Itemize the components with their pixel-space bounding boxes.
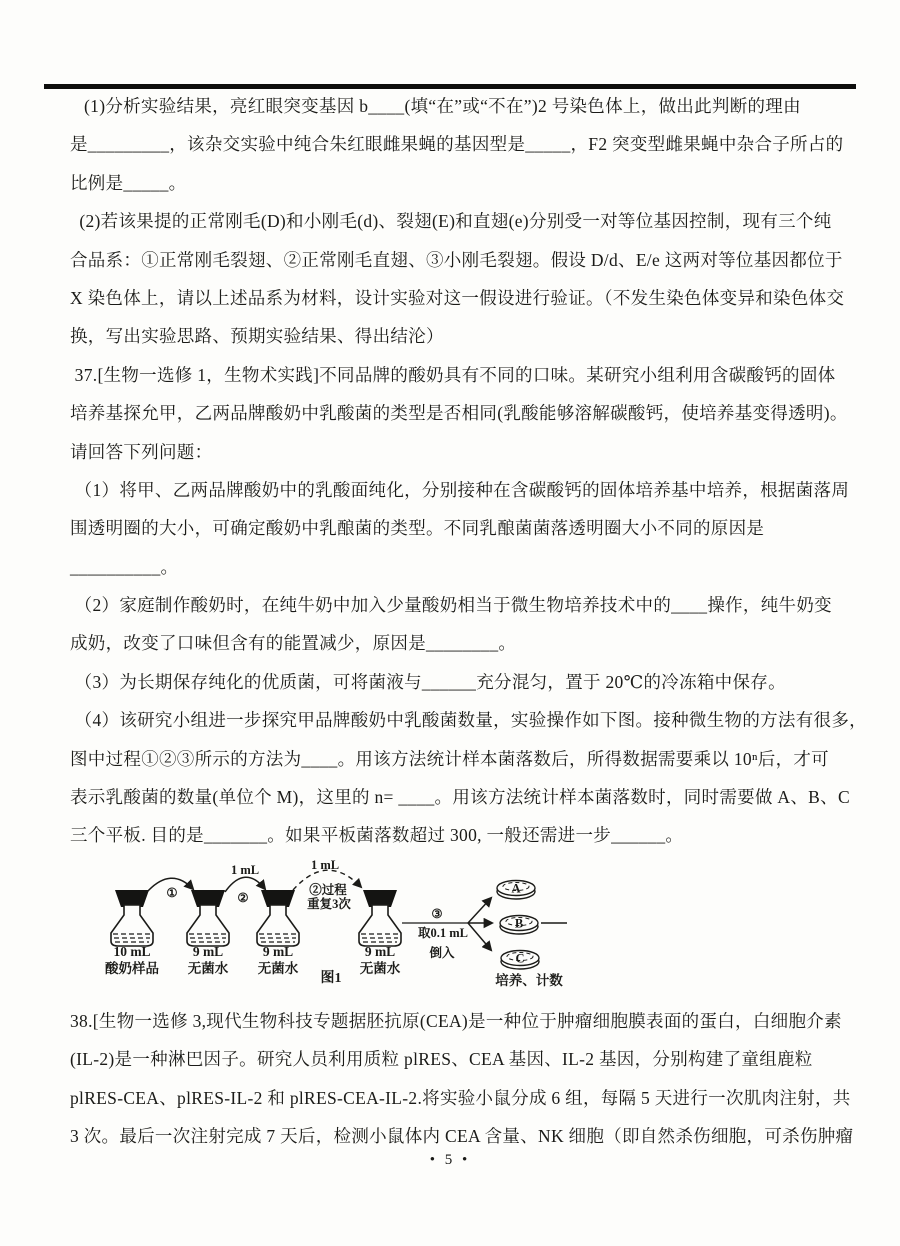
figure-caption: 图1 bbox=[320, 971, 342, 986]
text-line: 3 次。最后一次注射完成 7 天后，检测小鼠体内 CEA 含量、NK 细胞（即自然杀伤细胞，可杀伤肿瘤 bbox=[70, 1126, 854, 1147]
fan-arrow-a bbox=[468, 898, 491, 923]
text-line: 三个平板. 目的是_______。如果平板菌落数超过 300, 一般还需进一步______。 bbox=[70, 825, 684, 846]
text-line: (2)若该果提的正常刚毛(D)和小刚毛(d)、裂翅(E)和直翅(e)分别受一对等位基因控制，现有三个纯 bbox=[70, 211, 832, 232]
step2-circled-number: ② bbox=[237, 891, 249, 905]
flask-dilution-1 bbox=[187, 890, 229, 946]
text-line: X 染色体上，请以上述品系为材料，设计实验对这一假设进行验证。（不发生染色体变异和染色体交 bbox=[70, 287, 845, 308]
flask3-label: 无菌水 bbox=[257, 961, 299, 976]
text-line: 围透明圈的大小，可确定酸奶中乳酿菌的类型。不同乳酿菌菌落透明圈大小不同的原因是 bbox=[70, 518, 765, 539]
plate-b-letter: B bbox=[514, 916, 524, 931]
text-line: 合品系：①正常刚毛裂翅、②正常刚毛直翅、③小刚毛裂翅。假设 D/d、E/e 这两对等位基因都位于 bbox=[70, 249, 843, 270]
text-line: 是_________，该杂交实验中纯合朱红眼雌果蝇的基因型是_____，F2 突变型雌果蝇中杂合子所占的 bbox=[70, 134, 844, 155]
petri-dish-c bbox=[501, 951, 539, 970]
petri-dish-b bbox=[500, 916, 538, 935]
text-line: 38.[生物一选修 3,现代生物科技专题据胚抗原(CEA)是一种位于肿瘤细胞膜表面的蛋白，白细胞介素 bbox=[70, 1011, 842, 1031]
dilution-plating-figure bbox=[85, 852, 605, 992]
page-number: • 5 • bbox=[429, 1152, 471, 1168]
take-volume-label: 取0.1 mL bbox=[417, 926, 469, 940]
text-line: （2）家庭制作酸奶时，在纯牛奶中加入少量酸奶相当于微生物培养技术中的____操作，纯牛奶变 bbox=[70, 595, 832, 616]
text-line: 表示乳酸菌的数量(单位个 M)，这里的 n= ____。用该方法统计样本菌落数时，同时需要做 A、B、C bbox=[70, 787, 850, 808]
flask4-label: 无菌水 bbox=[359, 961, 401, 976]
flask3-volume: 9 mL bbox=[262, 944, 294, 959]
text-block-questions-36-37 bbox=[70, 87, 867, 855]
repeat-note-line2: 重复3次 bbox=[307, 897, 351, 911]
transfer-arrow-2 bbox=[225, 877, 265, 892]
text-line: plRES-CEA、plRES-IL-2 和 plRES-CEA-IL-2.将实验小鼠分成 6 组，每隔 5 天进行一次肌肉注射，共 bbox=[70, 1087, 851, 1108]
step1-circled-number: ① bbox=[166, 886, 178, 900]
text-line: (1)分析实验结果，亮红眼突变基因 b____(填“在”或“不在”)2 号染色体上，做出此判断的理由 bbox=[70, 96, 801, 116]
repeat-volume-label: 1 mL bbox=[310, 858, 340, 872]
flask4-volume: 9 mL bbox=[364, 944, 396, 959]
text-line: 图中过程①②③所示的方法为____。用该方法统计样本菌落数后，所得数据需要乘以 10ⁿ后，才可 bbox=[70, 748, 829, 769]
flask1-label: 酸奶样品 bbox=[105, 961, 159, 976]
text-line: 成奶，改变了口味但含有的能置减少，原因是________。 bbox=[70, 633, 517, 654]
step3-circled-number: ③ bbox=[431, 907, 443, 921]
flask-dilution-3 bbox=[359, 890, 401, 946]
plate-c-letter: C bbox=[515, 951, 525, 966]
step2-volume-label: 1 mL bbox=[230, 863, 260, 877]
flask2-volume: 9 mL bbox=[192, 944, 224, 959]
text-line: （1）将甲、乙两品牌酸奶中的乳酸面纯化，分别接种在含碳酸钙的固体培养基中培养，根据菌落周 bbox=[70, 479, 850, 500]
pour-label: 倒入 bbox=[429, 946, 455, 960]
fan-arrow-c bbox=[468, 923, 491, 950]
text-line: （3）为长期保存纯化的优质菌，可将菌液与______充分混匀，置于 20℃的冷冻箱中保存。 bbox=[70, 671, 786, 692]
text-line: 37.[生物一选修 1，生物术实践]不同品牌的酸奶具有不同的口味。某研究小组利用含碳酸钙的固体 bbox=[70, 364, 836, 385]
plates-note: 培养、计数 bbox=[495, 973, 563, 988]
flask1-volume: 10 mL bbox=[113, 944, 151, 959]
flask-dilution-2 bbox=[257, 890, 299, 946]
text-line: 培养基探允甲，乙两品牌酸奶中乳酸菌的类型是否相同(乳酸能够溶解碳酸钙，使培养基变得透明)。 bbox=[70, 403, 848, 424]
text-line: （4）该研究小组进一步探究甲品牌酸奶中乳酸菌数量，实验操作如下图。接种微生物的方法有很多， bbox=[70, 710, 867, 731]
text-line: (IL-2)是一种淋巴因子。研究人员利用质粒 plRES、CEA 基因、IL-2 基因，分别构建了童组鹿粒 bbox=[70, 1049, 813, 1070]
plate-a-letter: A bbox=[511, 881, 521, 896]
text-line: 请回答下列问题： bbox=[70, 441, 213, 462]
text-line: __________。 bbox=[70, 556, 179, 577]
repeat-note-line1: ②过程 bbox=[309, 883, 347, 897]
flask2-label: 无菌水 bbox=[187, 961, 229, 976]
text-block-question-38 bbox=[70, 1002, 860, 1156]
petri-dish-a bbox=[497, 881, 535, 900]
flask-sample bbox=[111, 890, 153, 946]
text-line: 换，写出实验思路、预期实验结果、得出结沦） bbox=[70, 326, 444, 347]
text-line: 比例是_____。 bbox=[70, 172, 187, 193]
